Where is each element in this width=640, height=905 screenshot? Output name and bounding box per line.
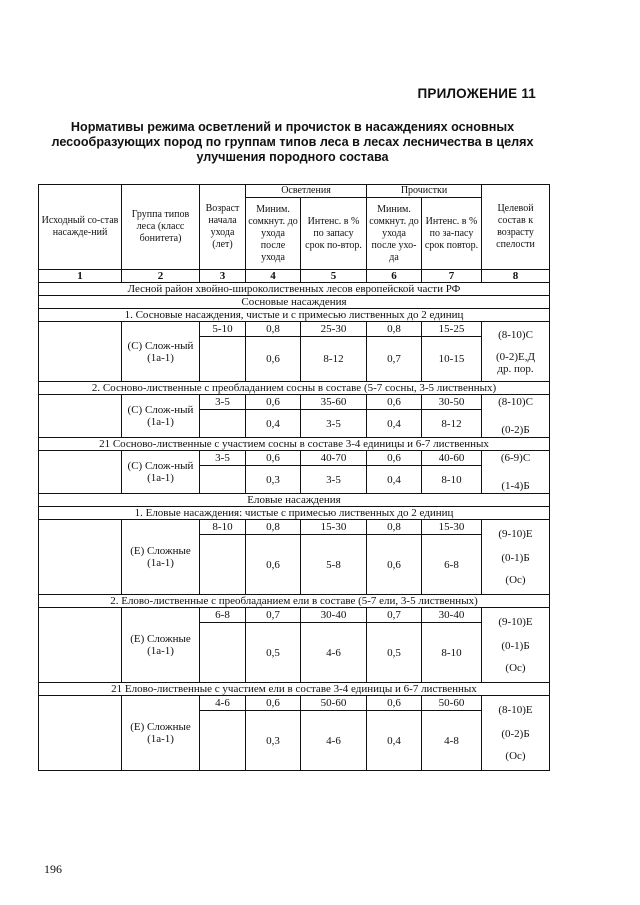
start-age: 4-6 bbox=[200, 696, 246, 711]
header-intensity-clearing: Интенс. в % по запасу срок по-втор. bbox=[301, 198, 367, 270]
clearing-density-after: 0,4 bbox=[246, 410, 301, 438]
clearing-repeat-period: 3-5 bbox=[301, 410, 367, 438]
target-composition bbox=[482, 322, 550, 382]
thinning-intensity: 30-40 bbox=[422, 608, 482, 623]
forest-type-group: (С) Слож-ный (1а-1) bbox=[122, 322, 200, 382]
norms-table bbox=[38, 184, 550, 771]
forest-type-group: (Е) Сложные (1а-1) bbox=[122, 696, 200, 771]
thinning-repeat-period: 8-10 bbox=[422, 623, 482, 683]
target-line: (6-9)С bbox=[500, 452, 531, 464]
column-number: 6 bbox=[367, 270, 422, 283]
thinning-intensity: 40-60 bbox=[422, 451, 482, 466]
thinning-repeat-period: 8-12 bbox=[422, 410, 482, 438]
target-composition bbox=[482, 520, 550, 595]
target-line: (9-10)Е bbox=[498, 528, 533, 540]
clearing-repeat-period: 3-5 bbox=[301, 466, 367, 494]
target-line: др. пор. bbox=[497, 362, 534, 375]
thinning-density-after: 0,4 bbox=[367, 410, 422, 438]
clearing-density-after: 0,3 bbox=[246, 466, 301, 494]
thinning-intensity: 15-25 bbox=[422, 322, 482, 337]
target-composition bbox=[482, 451, 550, 494]
thinning-repeat-period: 6-8 bbox=[422, 535, 482, 595]
empty-cell bbox=[200, 535, 246, 595]
target-line: (Ос) bbox=[505, 662, 526, 674]
initial-composition-cell bbox=[39, 395, 122, 438]
empty-cell bbox=[200, 711, 246, 771]
clearing-density-before: 0,8 bbox=[246, 322, 301, 337]
column-number: 5 bbox=[301, 270, 367, 283]
target-line: (Ос) bbox=[505, 750, 526, 762]
clearing-repeat-period: 8-12 bbox=[301, 337, 367, 382]
target-line: (8-10)Е bbox=[498, 704, 533, 716]
thinning-repeat-period: 8-10 bbox=[422, 466, 482, 494]
target-line: (1-4)Б bbox=[501, 480, 530, 492]
start-age: 3-5 bbox=[200, 395, 246, 410]
thinning-intensity: 15-30 bbox=[422, 520, 482, 535]
clearing-intensity: 15-30 bbox=[301, 520, 367, 535]
clearing-density-after: 0,6 bbox=[246, 535, 301, 595]
start-age: 8-10 bbox=[200, 520, 246, 535]
start-age: 3-5 bbox=[200, 451, 246, 466]
target-line: (8-10)С bbox=[498, 396, 533, 408]
start-age: 6-8 bbox=[200, 608, 246, 623]
thinning-repeat-period: 10-15 bbox=[422, 337, 482, 382]
thinning-density-before: 0,7 bbox=[367, 608, 422, 623]
title-line: лесообразующих пород по группам типов леса в лесах лесничества в целях bbox=[51, 135, 534, 149]
subgroup-title: 2. Сосново-лиственные с преобладанием сосны в составе (5-7 сосны, 3-5 лиственных) bbox=[39, 382, 550, 395]
subgroup-title: 1. Сосновые насаждения, чистые и с примесью лиственных до 2 единиц bbox=[39, 309, 550, 322]
clearing-density-before: 0,8 bbox=[246, 520, 301, 535]
header-intensity-thinning: Интенс. в % по за-пасу срок повтор. bbox=[422, 198, 482, 270]
document-title bbox=[30, 120, 555, 165]
header-initial-composition: Исходный со-став насажде-ний bbox=[39, 185, 122, 270]
column-number: 1 bbox=[39, 270, 122, 283]
initial-composition-cell bbox=[39, 322, 122, 382]
forest-type-group: (С) Слож-ный (1а-1) bbox=[122, 451, 200, 494]
clearing-density-before: 0,7 bbox=[246, 608, 301, 623]
clearing-repeat-period: 4-6 bbox=[301, 623, 367, 683]
subgroup-title: 21 Елово-лиственные с участием ели в составе 3-4 единицы и 6-7 лиственных bbox=[39, 683, 550, 696]
clearing-density-before: 0,6 bbox=[246, 696, 301, 711]
clearing-density-after: 0,3 bbox=[246, 711, 301, 771]
target-line: (0-2)Б bbox=[501, 728, 530, 740]
thinning-density-after: 0,4 bbox=[367, 711, 422, 771]
clearing-intensity: 50-60 bbox=[301, 696, 367, 711]
target-line: (0-1)Б bbox=[501, 552, 530, 564]
initial-composition-cell bbox=[39, 520, 122, 595]
column-number: 3 bbox=[200, 270, 246, 283]
initial-composition-cell bbox=[39, 451, 122, 494]
pine-heading: Сосновые насаждения bbox=[39, 296, 550, 309]
thinning-intensity: 30-50 bbox=[422, 395, 482, 410]
subgroup-title: 2. Елово-лиственные с преобладанием ели в составе (5-7 ели, 3-5 лиственных) bbox=[39, 595, 550, 608]
header-thinning: Прочистки bbox=[367, 185, 482, 198]
column-number: 8 bbox=[482, 270, 550, 283]
clearing-density-after: 0,6 bbox=[246, 337, 301, 382]
thinning-density-after: 0,4 bbox=[367, 466, 422, 494]
title-line: Нормативы режима осветлений и прочисток в насаждениях основных bbox=[70, 120, 515, 134]
target-composition bbox=[482, 696, 550, 771]
initial-composition-cell bbox=[39, 696, 122, 771]
thinning-density-before: 0,6 bbox=[367, 395, 422, 410]
target-composition bbox=[482, 608, 550, 683]
target-composition bbox=[482, 395, 550, 438]
subgroup-title: 21 Сосново-лиственные с участием сосны в составе 3-4 единицы и 6-7 лиственных bbox=[39, 438, 550, 451]
target-line: (0-2)Е,Д bbox=[496, 350, 535, 363]
thinning-density-before: 0,8 bbox=[367, 322, 422, 337]
column-number: 7 bbox=[422, 270, 482, 283]
start-age: 5-10 bbox=[200, 322, 246, 337]
title-line: улучшения породного состава bbox=[196, 150, 389, 164]
clearing-repeat-period: 4-6 bbox=[301, 711, 367, 771]
spruce-heading: Еловые насаждения bbox=[39, 494, 550, 507]
target-line: (0-1)Б bbox=[501, 640, 530, 652]
thinning-density-before: 0,6 bbox=[367, 451, 422, 466]
header-start-age: Возраст начала ухода (лет) bbox=[200, 185, 246, 270]
header-min-density-thinning: Миним. сомкнут. до ухода после ухо-да bbox=[367, 198, 422, 270]
target-line: (8-10)С bbox=[498, 328, 533, 341]
thinning-density-before: 0,6 bbox=[367, 696, 422, 711]
clearing-intensity: 30-40 bbox=[301, 608, 367, 623]
empty-cell bbox=[200, 410, 246, 438]
clearing-intensity: 40-70 bbox=[301, 451, 367, 466]
initial-composition-cell bbox=[39, 608, 122, 683]
header-forest-type-group: Группа типов леса (класс бонитета) bbox=[122, 185, 200, 270]
header-min-density-clearing: Миним. сомкнут. до ухода после ухода bbox=[246, 198, 301, 270]
page-number: 196 bbox=[44, 862, 62, 876]
clearing-intensity: 25-30 bbox=[301, 322, 367, 337]
empty-cell bbox=[200, 466, 246, 494]
column-number: 4 bbox=[246, 270, 301, 283]
region-heading: Лесной район хвойно-широколиственных лесов европейской части РФ bbox=[39, 283, 550, 296]
thinning-repeat-period: 4-8 bbox=[422, 711, 482, 771]
thinning-density-after: 0,6 bbox=[367, 535, 422, 595]
target-line: (0-2)Б bbox=[501, 424, 530, 436]
column-number: 2 bbox=[122, 270, 200, 283]
clearing-density-before: 0,6 bbox=[246, 451, 301, 466]
clearing-density-after: 0,5 bbox=[246, 623, 301, 683]
header-clearing: Осветления bbox=[246, 185, 367, 198]
clearing-density-before: 0,6 bbox=[246, 395, 301, 410]
appendix-heading: ПРИЛОЖЕНИЕ 11 bbox=[417, 86, 536, 101]
empty-cell bbox=[200, 337, 246, 382]
forest-type-group: (Е) Сложные (1а-1) bbox=[122, 520, 200, 595]
thinning-density-after: 0,5 bbox=[367, 623, 422, 683]
thinning-density-after: 0,7 bbox=[367, 337, 422, 382]
clearing-intensity: 35-60 bbox=[301, 395, 367, 410]
clearing-repeat-period: 5-8 bbox=[301, 535, 367, 595]
forest-type-group: (Е) Сложные (1а-1) bbox=[122, 608, 200, 683]
forest-type-group: (С) Слож-ный (1а-1) bbox=[122, 395, 200, 438]
target-line: (9-10)Е bbox=[498, 616, 533, 628]
target-line: (Ос) bbox=[505, 574, 526, 586]
thinning-density-before: 0,8 bbox=[367, 520, 422, 535]
empty-cell bbox=[200, 623, 246, 683]
thinning-intensity: 50-60 bbox=[422, 696, 482, 711]
header-target-composition: Целевой состав к возрасту спелости bbox=[482, 185, 550, 270]
subgroup-title: 1. Еловые насаждения: чистые с примесью лиственных до 2 единиц bbox=[39, 507, 550, 520]
